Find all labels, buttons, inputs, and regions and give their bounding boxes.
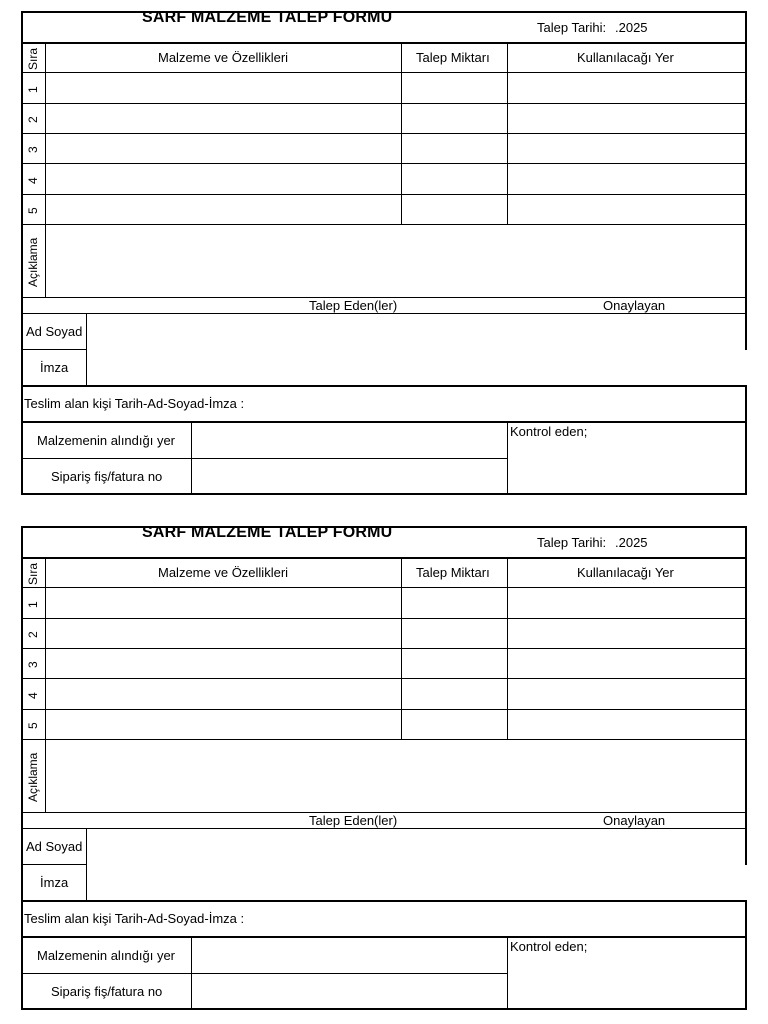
form-title: SARF MALZEME TALEP FORMU (142, 9, 393, 26)
location-cell[interactable] (508, 73, 745, 103)
material-cell[interactable] (46, 588, 401, 618)
approver-label: Onaylayan (603, 813, 666, 828)
row-number: 2 (26, 116, 40, 123)
row-number: 3 (26, 146, 40, 153)
material-cell[interactable] (46, 73, 401, 103)
location-cell[interactable] (508, 588, 745, 618)
received-from-label: Malzemenin alındığı yer (37, 433, 176, 448)
requester-label: Talep Eden(ler) (309, 298, 398, 313)
received-from-field[interactable] (192, 422, 507, 458)
description-label: Açıklama (26, 237, 40, 287)
column-header-amount: Talep Miktarı (416, 50, 490, 65)
signature-label: İmza (40, 360, 69, 375)
description-label: Açıklama (26, 752, 40, 802)
column-header-location: Kullanılacağı Yer (577, 565, 674, 580)
name-signature-field[interactable] (87, 314, 745, 386)
order-number-label: Sipariş fiş/fatura no (51, 469, 163, 484)
column-header-material: Malzeme ve Özellikleri (158, 565, 289, 580)
control-label: Kontrol eden; (510, 939, 588, 954)
amount-cell[interactable] (402, 588, 507, 618)
material-request-form (21, 11, 747, 495)
name-label: Ad Soyad (26, 839, 83, 854)
column-header-sira: Sıra (26, 47, 40, 70)
receiver-label: Teslim alan kişi Tarih-Ad-Soyad-İmza : (24, 396, 245, 411)
name-signature-field[interactable] (87, 829, 745, 901)
name-label: Ad Soyad (26, 324, 83, 339)
row-number: 5 (26, 207, 40, 214)
approver-label: Onaylayan (603, 298, 666, 313)
request-date-value[interactable]: .2025 (615, 535, 648, 550)
request-date-value[interactable]: .2025 (615, 20, 648, 35)
row-number: 4 (26, 177, 40, 184)
row-number: 4 (26, 692, 40, 699)
row-number: 1 (26, 86, 40, 93)
received-from-label: Malzemenin alındığı yer (37, 948, 176, 963)
form-title: SARF MALZEME TALEP FORMU (142, 524, 393, 541)
column-header-material: Malzeme ve Özellikleri (158, 50, 289, 65)
row-number: 2 (26, 631, 40, 638)
amount-cell[interactable] (402, 73, 507, 103)
row-number: 5 (26, 722, 40, 729)
request-date-label: Talep Tarihi: (537, 20, 607, 35)
description-field[interactable] (46, 740, 745, 812)
order-number-field[interactable] (192, 974, 507, 1008)
material-request-form (21, 526, 747, 1010)
signature-label: İmza (40, 875, 69, 890)
requester-label: Talep Eden(ler) (309, 813, 398, 828)
column-header-amount: Talep Miktarı (416, 565, 490, 580)
column-header-sira: Sıra (26, 562, 40, 585)
order-number-field[interactable] (192, 459, 507, 493)
control-label: Kontrol eden; (510, 424, 588, 439)
request-date-label: Talep Tarihi: (537, 535, 607, 550)
receiver-label: Teslim alan kişi Tarih-Ad-Soyad-İmza : (24, 911, 245, 926)
row-number: 1 (26, 601, 40, 608)
received-from-field[interactable] (192, 937, 507, 973)
column-header-location: Kullanılacağı Yer (577, 50, 674, 65)
description-field[interactable] (46, 225, 745, 297)
order-number-label: Sipariş fiş/fatura no (51, 984, 163, 999)
row-number: 3 (26, 661, 40, 668)
